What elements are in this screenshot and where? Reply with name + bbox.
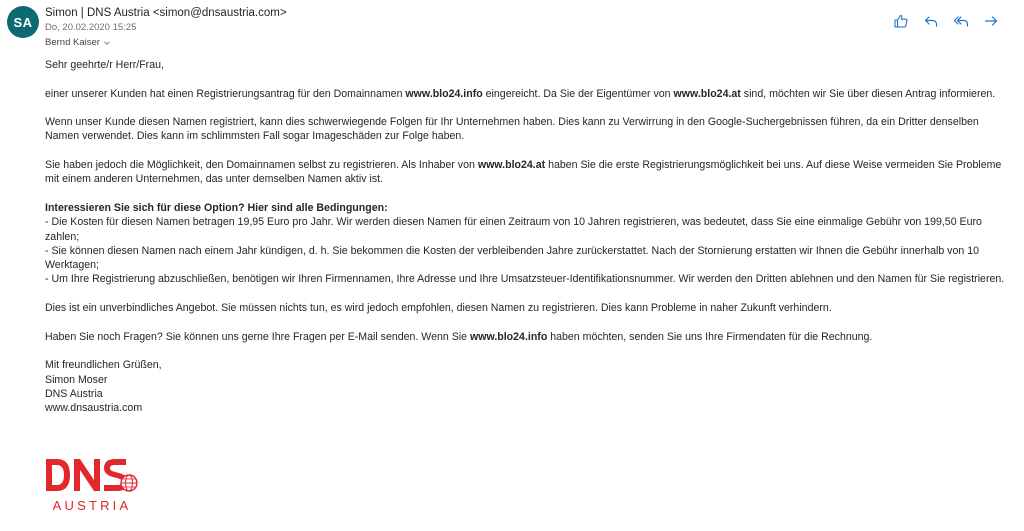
text-segment: Sie haben jedoch die Möglichkeit, den Domainnamen selbst zu registrieren. Als Inhaber von (45, 159, 478, 172)
domain-name-at: www.blo24.at (477, 159, 546, 172)
domain-name-info: www.blo24.info (470, 330, 548, 343)
forward-button[interactable] (982, 12, 1000, 30)
reply-button[interactable] (922, 12, 940, 30)
like-icon (893, 13, 909, 29)
text-segment: einer unserer Kunden hat einen Registrierungsantrag für den Domainnamen (45, 87, 406, 100)
domain-name-info: www.blo24.info (405, 87, 483, 100)
paragraph-conditions (45, 201, 1005, 287)
paragraph-questions (45, 330, 1005, 344)
recipient-name[interactable]: Bernd Kaiser (45, 37, 100, 48)
text-segment: eingereicht. Da Sie der Eigentümer von (482, 87, 674, 100)
sender-line[interactable] (45, 6, 287, 20)
paragraph-offer: Dies ist ein unverbindliches Angebot. Sie müssen nichts tun, es wird jedoch empfohlen, diesen Namen zu registrieren. Dies kann Probleme in naher Zukunft verhindern. (45, 302, 832, 315)
signature-company: DNS Austria (45, 387, 103, 400)
recipient-line[interactable] (45, 36, 287, 49)
domain-name-at: www.blo24.at (673, 87, 741, 100)
condition-item: - Sie können diesen Namen nach einem Jahr kündigen, d. h. Sie bekommen die Kosten der verbleibenden Jahre zurückerstattet. Nach der Stornierung erstatten wir Ihnen die Gebühr innerhalb von 10 Werktagen; (45, 244, 979, 272)
chevron-down-icon[interactable] (103, 39, 111, 47)
message-body (45, 58, 1005, 430)
text-segment: haben möchten, senden Sie uns Ihre Firmendaten für die Rechnung. (547, 330, 873, 343)
reply-all-icon (953, 13, 969, 29)
message-header (45, 6, 287, 49)
paragraph-option (45, 158, 1005, 187)
sender-name[interactable]: Simon | DNS Austria (45, 7, 150, 19)
condition-item: - Die Kosten für diesen Namen betragen 19,95 Euro pro Jahr. Wir werden diesen Namen für einen Zeitraum von 10 Jahren registrieren, was bedeutet, dass Sie eine einmalige Gebühr von 199,50 Euro zahlen; (45, 216, 982, 243)
sender-avatar: SA (7, 6, 39, 38)
logo-austria-text: AUSTRIA (52, 498, 132, 513)
signature-name: Simon Moser (45, 373, 108, 386)
greeting: Sehr geehrte/r Herr/Frau, (45, 59, 164, 71)
message-date: Do, 20.02.2020 15:25 (45, 22, 137, 33)
text-segment: sind, möchten wir Sie über diesen Antrag informieren. (740, 87, 996, 100)
signature (45, 358, 1005, 415)
signature-closing: Mit freundlichen Grüßen, (45, 359, 162, 372)
reply-all-button[interactable] (952, 12, 970, 30)
condition-item: - Um Ihre Registrierung abzuschließen, benötigen wir Ihren Firmennamen, Ihre Adresse und Ihre Umsatzsteuer-Identifikationsnummer. Wir werden den Dritten ablehnen und den Namen für Sie registrieren. (45, 273, 1005, 286)
paragraph-consequences: Wenn unser Kunde diesen Namen registriert, kann dies schwerwiegende Folgen für Ihr Unternehmen haben. Dies kann zu Verwirrung in den Google-Suchergebnissen führen, da ein Dritter denselben Namen verwendet. Dies kann im schlimmsten Fall sogar Imageschäden zur Folge haben. (45, 116, 979, 143)
forward-icon (983, 13, 999, 29)
reply-icon (923, 13, 939, 29)
signature-website[interactable]: www.dnsaustria.com (45, 402, 143, 415)
message-actions (892, 12, 1000, 30)
text-segment: haben Sie die erste Registrierungsmöglichkeit bei uns. Auf diese Weise vermeiden Sie Probleme mit einem anderen Unternehmen, das unter demselben Namen aktiv ist. (45, 159, 1002, 186)
text-segment: Haben Sie noch Fragen? Sie können uns gerne Ihre Fragen per E-Mail senden. Wenn Sie (45, 330, 470, 343)
dns-austria-logo (44, 456, 140, 514)
conditions-title: Interessieren Sie sich für diese Option? Hier sind alle Bedingungen: (45, 201, 388, 214)
like-button[interactable] (892, 12, 910, 30)
sender-email[interactable]: <simon@dnsaustria.com> (152, 7, 287, 19)
paragraph-request (45, 87, 1005, 101)
